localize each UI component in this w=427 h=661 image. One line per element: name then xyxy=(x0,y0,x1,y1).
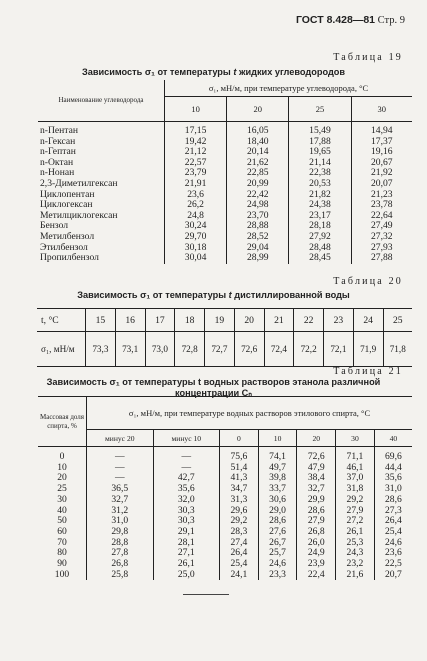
table20-title: Зависимость σ₁ от температуры t дистиллированной воды xyxy=(77,290,350,300)
table20-label: Таблица 20 xyxy=(333,276,403,287)
value-cell: 26,7 xyxy=(258,538,297,549)
table-row xyxy=(38,147,412,158)
table19 xyxy=(38,80,412,264)
value-cell: 41,3 xyxy=(220,473,259,484)
value-cell: 20,7 xyxy=(384,568,402,580)
value-cell: 72,8 xyxy=(175,332,205,367)
concentration-cell: 50 xyxy=(38,516,87,527)
value-cell: 47,9 xyxy=(297,463,336,474)
value-cell: 30,3 xyxy=(153,506,220,517)
value-cell: 49,7 xyxy=(258,463,297,474)
hydrocarbon-name: n-Гептан xyxy=(38,147,165,158)
value-cell: 27,6 xyxy=(258,527,297,538)
value-cell: 29,2 xyxy=(336,495,375,506)
concentration-column-header: Массовая доля спирта, % xyxy=(38,397,87,447)
table-row xyxy=(38,570,412,581)
value-cell: 26,4 xyxy=(384,515,402,527)
value-cell: 31,8 xyxy=(336,484,375,495)
value-cell: 28,52 xyxy=(227,232,289,243)
value-cell: 51,4 xyxy=(220,463,259,474)
value-cell: 25,3 xyxy=(336,538,375,549)
concentration-cell: 60 xyxy=(38,527,87,538)
value-cell: 28,6 xyxy=(297,506,336,517)
value-cell: 33,7 xyxy=(258,484,297,495)
value-cell: 17,37 xyxy=(370,135,393,147)
value-cell: 23,78 xyxy=(370,199,393,211)
value-cell: 21,82 xyxy=(289,190,351,201)
value-cell: 21,23 xyxy=(370,188,393,200)
value-cell: 23,70 xyxy=(227,211,289,222)
table-row xyxy=(38,179,412,190)
value-cell: 72,6 xyxy=(234,332,264,367)
value-cell: 22,5 xyxy=(384,558,402,570)
value-cell: 30,24 xyxy=(165,221,227,232)
hydrocarbon-name: Метилбензол xyxy=(38,232,165,243)
value-cell: 29,70 xyxy=(165,232,227,243)
temperature-cell: 18 xyxy=(175,309,205,332)
value-cell: 25,4 xyxy=(384,525,402,537)
value-cell: 27,4 xyxy=(220,538,259,549)
value-cell: 26,0 xyxy=(297,538,336,549)
value-cell: 75,6 xyxy=(220,447,259,463)
value-cell: 21,62 xyxy=(227,158,289,169)
value-cell: 31,2 xyxy=(87,506,154,517)
temperature-header: 10 xyxy=(165,97,227,122)
value-cell: 20,14 xyxy=(227,147,289,158)
tension-row-label: σ₁, мН/м xyxy=(37,332,86,367)
value-cell: 25,8 xyxy=(87,570,154,581)
value-cell: 24,6 xyxy=(258,559,297,570)
value-cell: 73,0 xyxy=(145,332,175,367)
value-cell: 20,67 xyxy=(370,156,393,168)
value-cell: 19,65 xyxy=(289,147,351,158)
value-cell: 27,1 xyxy=(153,548,220,559)
value-cell: 29,8 xyxy=(87,527,154,538)
value-cell: 17,88 xyxy=(289,137,351,148)
end-divider xyxy=(183,594,229,595)
value-cell: — xyxy=(153,447,220,463)
table-row xyxy=(38,190,412,201)
value-cell: 30,6 xyxy=(258,495,297,506)
value-cell: 37,0 xyxy=(336,473,375,484)
hydrocarbon-name: n-Гексан xyxy=(38,137,165,148)
value-cell: 72,1 xyxy=(324,332,354,367)
value-cell: 18,40 xyxy=(227,137,289,148)
value-cell: 29,0 xyxy=(258,506,297,517)
value-cell: 72,7 xyxy=(205,332,235,367)
table-row xyxy=(38,122,412,137)
value-cell: 24,6 xyxy=(384,536,402,548)
value-cell: 28,6 xyxy=(384,493,402,505)
value-cell: 28,45 xyxy=(289,253,351,264)
value-cell: 24,3 xyxy=(336,548,375,559)
value-cell: 22,57 xyxy=(165,158,227,169)
value-cell: 16,05 xyxy=(227,122,289,137)
value-cell: 69,6 xyxy=(384,451,402,462)
temperature-cell: 20 xyxy=(234,309,264,332)
value-cell: 30,3 xyxy=(153,516,220,527)
value-cell: 26,1 xyxy=(153,559,220,570)
temperature-cell: 19 xyxy=(205,309,235,332)
temperature-header: 20 xyxy=(227,97,289,122)
table19-label: Таблица 19 xyxy=(333,52,403,63)
value-cell: 21,12 xyxy=(165,147,227,158)
table-row xyxy=(38,253,412,264)
value-cell: 20,99 xyxy=(227,179,289,190)
value-cell: 30,04 xyxy=(165,253,227,264)
hydrocarbon-name: Этилбензол xyxy=(38,243,165,254)
value-cell: 28,18 xyxy=(289,221,351,232)
value-cell: 34,7 xyxy=(220,484,259,495)
value-cell: 28,48 xyxy=(289,243,351,254)
value-cell: 24,1 xyxy=(220,570,259,581)
value-cell: 26,2 xyxy=(165,200,227,211)
temperature-header: 0 xyxy=(220,430,259,447)
value-cell: 72,6 xyxy=(297,447,336,463)
value-cell: 46,1 xyxy=(336,463,375,474)
value-cell: 19,16 xyxy=(370,146,393,158)
value-cell: 23,2 xyxy=(336,559,375,570)
hydrocarbon-name: n-Октан xyxy=(38,158,165,169)
value-cell: 17,15 xyxy=(165,122,227,137)
value-cell: 22,4 xyxy=(297,570,336,581)
hydrocarbon-name: 2,3-Диметилгексан xyxy=(38,179,165,190)
temperature-header: минус 20 xyxy=(87,430,154,447)
table-row xyxy=(38,158,412,169)
table-row xyxy=(38,495,412,506)
concentration-cell: 40 xyxy=(38,506,87,517)
value-cell: 35,6 xyxy=(153,484,220,495)
value-cell: 25,4 xyxy=(220,559,259,570)
value-cell: 24,38 xyxy=(289,200,351,211)
value-cell: 28,88 xyxy=(227,221,289,232)
temperature-row-label: t, °С xyxy=(37,309,86,332)
table21-label: Таблица 21 xyxy=(333,366,403,377)
hydrocarbon-name: Бензол xyxy=(38,221,165,232)
temperature-cell: 22 xyxy=(294,309,324,332)
temperature-caption: σ₁, мН/м, при температуре углеводорода, °С xyxy=(165,80,413,97)
temperature-cell: 15 xyxy=(86,309,116,332)
value-cell: 15,49 xyxy=(289,122,351,137)
value-cell: 74,1 xyxy=(258,447,297,463)
value-cell: 23,9 xyxy=(297,559,336,570)
value-cell: 72,2 xyxy=(294,332,324,367)
value-cell: 73,3 xyxy=(86,332,116,367)
table-row xyxy=(38,137,412,148)
value-cell: 27,88 xyxy=(370,252,393,264)
value-cell: 28,3 xyxy=(220,527,259,538)
table-row xyxy=(38,447,412,463)
hydrocarbon-name: n-Пентан xyxy=(38,122,165,137)
value-cell: 31,0 xyxy=(384,483,402,495)
value-cell: 71,1 xyxy=(336,447,375,463)
temperature-header: 10 xyxy=(258,430,297,447)
value-cell: 27,2 xyxy=(336,516,375,527)
value-cell: 26,8 xyxy=(87,559,154,570)
page-header xyxy=(296,14,405,26)
value-cell: — xyxy=(153,463,220,474)
concentration-cell: 0 xyxy=(38,447,87,463)
value-cell: 19,42 xyxy=(165,137,227,148)
value-cell: 27,8 xyxy=(87,548,154,559)
temperature-header: 30 xyxy=(336,430,375,447)
value-cell: 21,92 xyxy=(370,167,393,179)
hydrocarbon-name: Циклопентан xyxy=(38,190,165,201)
value-cell: 29,04 xyxy=(227,243,289,254)
value-cell: 32,0 xyxy=(153,495,220,506)
value-cell: 22,85 xyxy=(227,168,289,179)
concentration-cell: 30 xyxy=(38,495,87,506)
hydrocarbon-name: Циклогексан xyxy=(38,200,165,211)
value-cell: 14,94 xyxy=(370,125,393,136)
concentration-cell: 20 xyxy=(38,473,87,484)
temperature-cell: 25 xyxy=(383,309,412,332)
value-cell: 27,3 xyxy=(384,504,402,516)
value-cell: 25,0 xyxy=(153,570,220,581)
value-cell: 27,93 xyxy=(370,241,393,253)
value-cell: 38,4 xyxy=(297,473,336,484)
temperature-header: 30 xyxy=(351,97,412,122)
value-cell: 27,32 xyxy=(370,230,393,242)
value-cell: 31,3 xyxy=(220,495,259,506)
hydrocarbon-name: n-Нонан xyxy=(38,168,165,179)
concentration-cell: 90 xyxy=(38,559,87,570)
hydrocarbon-name: Пропилбензол xyxy=(38,253,165,264)
value-cell: — xyxy=(87,447,154,463)
value-cell: 21,14 xyxy=(289,158,351,169)
value-cell: 23,6 xyxy=(165,190,227,201)
temperature-cell: 16 xyxy=(115,309,145,332)
value-cell: 23,3 xyxy=(258,570,297,581)
value-cell: — xyxy=(87,473,154,484)
value-cell: 22,38 xyxy=(289,168,351,179)
temperature-header: 40 xyxy=(374,430,412,447)
value-cell: 32,7 xyxy=(87,495,154,506)
value-cell: 23,6 xyxy=(384,547,402,559)
value-cell: 23,79 xyxy=(165,168,227,179)
table-row xyxy=(38,211,412,222)
value-cell: 71,9 xyxy=(353,332,383,367)
value-cell: 39,8 xyxy=(258,473,297,484)
value-cell: 44,4 xyxy=(384,461,402,473)
value-cell: 27,9 xyxy=(336,506,375,517)
value-cell: 42,7 xyxy=(153,473,220,484)
value-cell: 29,1 xyxy=(153,527,220,538)
temperature-cell: 17 xyxy=(145,309,175,332)
temperature-cell: 23 xyxy=(324,309,354,332)
temperature-cell: 21 xyxy=(264,309,294,332)
standard-code: ГОСТ 8.428—81 xyxy=(295,14,376,26)
value-cell: 22,42 xyxy=(227,190,289,201)
value-cell: 27,92 xyxy=(289,232,351,243)
value-cell: 73,1 xyxy=(115,332,145,367)
value-cell: 29,6 xyxy=(220,506,259,517)
concentration-cell: 100 xyxy=(38,570,87,581)
concentration-cell: 70 xyxy=(38,538,87,549)
temperature-header: 25 xyxy=(289,97,351,122)
value-cell: 21,6 xyxy=(336,570,375,581)
value-cell: 28,6 xyxy=(258,516,297,527)
table-row xyxy=(38,232,412,243)
value-cell: 28,1 xyxy=(153,538,220,549)
value-cell: 28,99 xyxy=(227,253,289,264)
value-cell: 20,53 xyxy=(289,179,351,190)
value-cell: 35,6 xyxy=(384,472,402,484)
value-cell: 29,2 xyxy=(220,516,259,527)
value-cell: 23,17 xyxy=(289,211,351,222)
value-cell: 22,64 xyxy=(370,209,393,221)
value-cell: 27,49 xyxy=(370,220,393,232)
concentration-cell: 10 xyxy=(38,463,87,474)
value-cell: 32,7 xyxy=(297,484,336,495)
table20 xyxy=(37,308,412,367)
temperature-header: минус 10 xyxy=(153,430,220,447)
temperature-caption: σ₁, мН/м, при температуре водных растворов этилового спирта, °С xyxy=(87,397,413,430)
value-cell: 36,5 xyxy=(87,484,154,495)
value-cell: 24,9 xyxy=(297,548,336,559)
concentration-cell: 25 xyxy=(38,484,87,495)
table21-title: Зависимость σ₁ от температуры t водных растворов этанола различной концентрации Cₙ xyxy=(46,377,381,398)
value-cell: 28,8 xyxy=(87,538,154,549)
value-cell: 30,18 xyxy=(165,243,227,254)
value-cell: 27,9 xyxy=(297,516,336,527)
temperature-header: 20 xyxy=(297,430,336,447)
value-cell: 26,4 xyxy=(220,548,259,559)
value-cell: 31,0 xyxy=(87,516,154,527)
value-cell: 25,7 xyxy=(258,548,297,559)
value-cell: 20,07 xyxy=(370,177,393,189)
concentration-cell: 80 xyxy=(38,548,87,559)
value-cell: 24,8 xyxy=(165,211,227,222)
page-number: Стр. 9 xyxy=(377,15,405,26)
value-cell: 71,8 xyxy=(389,344,406,354)
table19-title: Зависимость σ₁ от температуры t жидких углеводородов xyxy=(81,67,346,77)
value-cell: 29,9 xyxy=(297,495,336,506)
hydrocarbon-name: Метилциклогексан xyxy=(38,211,165,222)
temperature-cell: 24 xyxy=(353,309,383,332)
table-row xyxy=(38,221,412,232)
name-column-header: Наименование углеводорода xyxy=(38,80,165,122)
value-cell: 26,8 xyxy=(297,527,336,538)
value-cell: 24,98 xyxy=(227,200,289,211)
table21 xyxy=(38,396,412,580)
value-cell: 26,1 xyxy=(336,527,375,538)
value-cell: — xyxy=(87,463,154,474)
value-cell: 72,4 xyxy=(264,332,294,367)
value-cell: 21,91 xyxy=(165,179,227,190)
